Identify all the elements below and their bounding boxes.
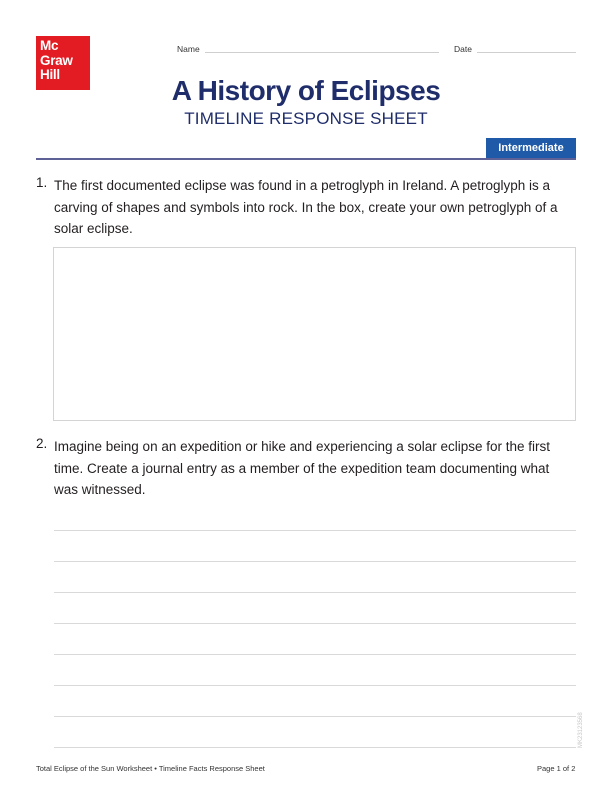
level-badge: Intermediate (486, 138, 576, 159)
petroglyph-drawing-box[interactable] (53, 247, 576, 421)
journal-writing-line[interactable] (54, 530, 576, 531)
footer-page-number: Page 1 of 2 (537, 764, 576, 773)
logo-line-1: Mc (40, 38, 59, 53)
name-label: Name (177, 44, 200, 54)
journal-writing-line[interactable] (54, 747, 576, 748)
date-field[interactable] (477, 52, 576, 53)
question-1-text: The first documented eclipse was found in a petroglyph in Ireland. A petroglyph is a carving of shapes and symbols into rock. In the box, create your own petroglyph of a solar eclipse. (54, 178, 558, 236)
header-divider (36, 158, 576, 160)
page-title: A History of Eclipses (171, 75, 441, 106)
name-field[interactable] (205, 52, 439, 53)
journal-writing-line[interactable] (54, 716, 576, 717)
question-2-text: Imagine being on an expedition or hike and experiencing a solar eclipse for the first time. Create a journal entry as a member of the expedition team documenting what was witnessed. (54, 439, 551, 497)
journal-writing-line[interactable] (54, 623, 576, 624)
document-code: MK23123568 (578, 712, 584, 748)
logo-line-3: Hill (40, 67, 60, 82)
journal-writing-line[interactable] (54, 685, 576, 686)
journal-writing-line[interactable] (54, 654, 576, 655)
logo-line-2: Graw (40, 52, 73, 68)
date-label: Date (454, 44, 472, 54)
journal-writing-line[interactable] (54, 561, 576, 562)
page-subtitle: TIMELINE RESPONSE SHEET (184, 109, 428, 128)
question-1-number: 1. (36, 175, 48, 190)
footer-title: Total Eclipse of the Sun Worksheet • Timeline Facts Response Sheet (36, 764, 265, 773)
journal-writing-line[interactable] (54, 592, 576, 593)
question-2-number: 2. (36, 436, 48, 451)
